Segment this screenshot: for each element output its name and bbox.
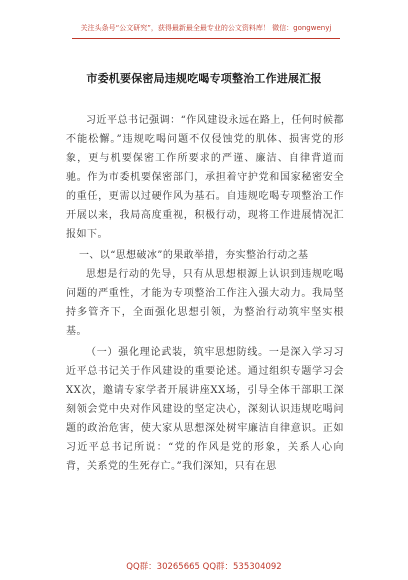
section-heading-1: 一、以“思想破冰”的果敢举措，夯实整治行动之基 bbox=[79, 250, 309, 261]
subsection-1-paragraph: （一）强化理论武装，筑牢思想防线。一是深入学习习近平总书记关于作风建设的重要论述。通过组织专题学习会XX次，邀请专家学者开展讲座XX场，引导全体干部职工深刻领会党中央对作风建设的坚定决心，深刻认识违规吃喝问题的政治危害，使大家从思想深处树牢廉洁自律意识。正如习近平总书记所说：“党的作风是党的形象，关系人心向背，关系党的生死存亡。”我们深知，只有在思 bbox=[66, 347, 344, 472]
header-banner: 关注头条号“公文研究”，获得最新最全最专业的公文资料库！ 微信：gongwenyj bbox=[80, 24, 332, 32]
document-title: 市委机要保密局违规吃喝专项整治工作进展汇报 bbox=[86, 72, 322, 85]
document-body bbox=[66, 111, 344, 476]
section-1-paragraph: 思想是行动的先导，只有从思想根源上认识到违规吃喝问题的严重性，才能为专项整治工作注入强大动力。我局坚持多管齐下，全面强化思想引领，为整治行动筑牢坚实根基。 bbox=[66, 269, 344, 337]
header-divider bbox=[72, 38, 340, 39]
intro-paragraph: 习近平总书记强调：“作风建设永远在路上，任何时候都不能松懈。”违规吃喝问题不仅侵蚀党的肌体、损害党的形象，更与机要保密工作所要求的严谨、廉洁、自律背道而驰。作为市委机要保密部门，承担着守护党和国家秘密安全的重任，更需以过硬作风为基石。自违规吃喝专项整治工作开展以来，我局高度重视，积极行动，现将工作进展情况汇报如下。 bbox=[66, 115, 344, 240]
footer-contact: QQ群：30265665 QQ群：535304092 bbox=[126, 562, 282, 572]
